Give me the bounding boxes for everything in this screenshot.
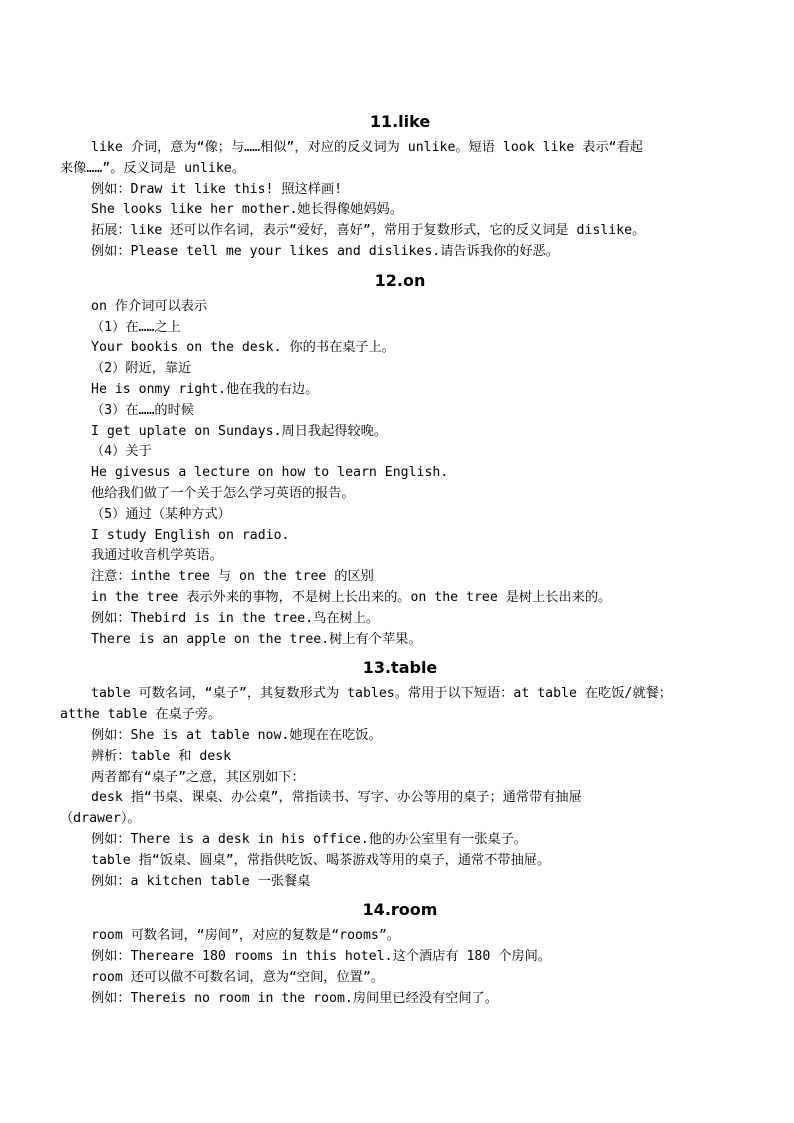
document-page <box>60 110 740 1009</box>
text-line: There is an apple on the tree.树上有个苹果。 <box>91 631 422 647</box>
text-line: （3）在……的时候 <box>91 402 194 418</box>
section-like <box>60 110 740 263</box>
text-line: 我通过收音机学英语。 <box>91 548 223 564</box>
text-line: Your bookis on the desk. 你的书在桌子上。 <box>91 340 395 356</box>
text-line: 例如：a kitchen table 一张餐桌 <box>91 873 311 889</box>
text-line: room 可数名词，“房间”，对应的复数是“rooms”。 <box>91 928 400 944</box>
section-title: 12.on <box>374 270 426 290</box>
text-line: 拓展：like 还可以作名词，表示“爱好，喜好”，常用于复数形式，它的反义词是 dislike。 <box>91 223 646 239</box>
text-line: like 介词，意为“像；与……相似”，对应的反义词为 unlike。短语 look like 表示“看起 <box>91 140 643 155</box>
text-line: atthe table 在桌子旁。 <box>60 707 222 723</box>
text-line: 他给我们做了一个关于怎么学习英语的报告。 <box>91 485 355 501</box>
text-line: He givesus a lecture on how to learn English. <box>91 465 449 481</box>
text-line: （drawer）。 <box>60 811 141 827</box>
text-line: 例如：Thereare 180 rooms in this hotel.这个酒店有 180 个房间。 <box>91 949 551 965</box>
section-room <box>60 898 740 1009</box>
section-title: 14.room <box>362 900 438 920</box>
text-line: He is onmy right.他在我的右边。 <box>91 381 319 397</box>
section-title: 13.table <box>362 658 438 678</box>
text-line: 例如：There is a desk in his office.他的办公室里有一张桌子。 <box>91 831 527 847</box>
text-line: room 还可以做不可数名词，意为“空间，位置”。 <box>91 969 384 985</box>
text-line: She looks like her mother.她长得像她妈妈。 <box>91 202 403 218</box>
text-line: on 作介词可以表示 <box>91 298 208 314</box>
text-line: desk 指“书桌、课桌、办公桌”，常指读书、写字、办公等用的桌子；通常带有抽屉 <box>91 790 582 806</box>
text-line: 辨析：table 和 desk <box>91 748 232 764</box>
text-line: table 指“饭桌、圆桌”，常指供吃饭、喝茶游戏等用的桌子，通常不带抽屉。 <box>91 852 551 868</box>
text-line: 注意：inthe tree 与 on the tree 的区别 <box>91 569 374 585</box>
text-line: I get uplate on Sundays.周日我起得较晚。 <box>91 423 388 439</box>
text-line: （5）通过（某种方式） <box>91 506 231 522</box>
text-line: 例如：She is at table now.她现在在吃饭。 <box>91 727 382 743</box>
text-line: 例如：Thereis no room in the room.房间里已经没有空间了。 <box>91 990 498 1006</box>
section-on <box>60 269 740 651</box>
text-line: I study English on radio. <box>91 527 290 543</box>
section-table <box>60 656 740 892</box>
text-line: （1）在……之上 <box>91 319 181 335</box>
text-line: （2）附近，靠近 <box>91 361 192 377</box>
text-line: （4）关于 <box>91 444 152 460</box>
text-line: in the tree 表示外来的事物，不是树上长出来的。on the tree 是树上长出来的。 <box>91 589 612 605</box>
section-title: 11.like <box>369 112 431 131</box>
text-line: 例如：Draw it like this! 照这样画! <box>91 181 343 197</box>
text-line: 来像……”。反义词是 unlike。 <box>60 160 245 176</box>
text-line: 例如：Please tell me your likes and dislikes.请告诉我你的好恶。 <box>91 243 559 259</box>
text-line: 两者都有“桌子”之意，其区别如下： <box>91 769 305 785</box>
text-line: table 可数名词，“桌子”，其复数形式为 tables。常用于以下短语：at table 在吃饭/就餐； <box>91 686 672 702</box>
text-line: 例如：Thebird is in the tree.鸟在树上。 <box>91 610 380 626</box>
